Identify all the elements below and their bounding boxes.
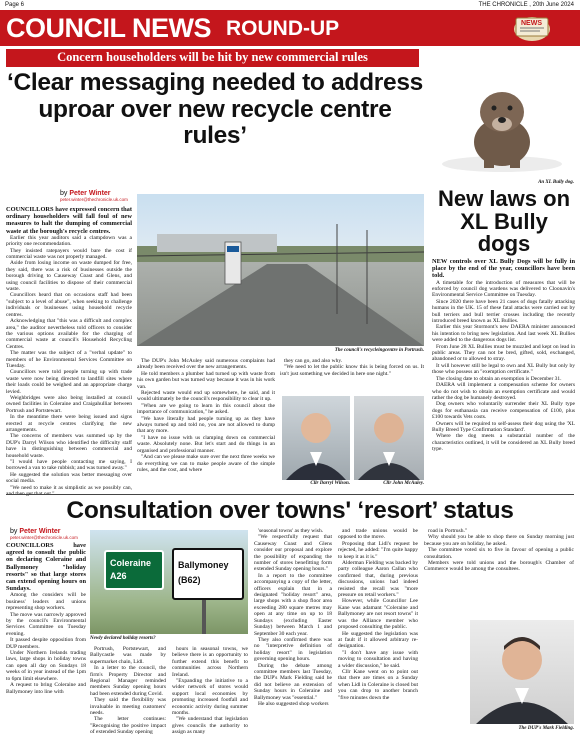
paragraph: "I would have people contacting me saying, I borrowed a van to take rubbish; and was turned away." [6,459,132,472]
paragraph: hours in seasonal towns, we believe there is an opportunity to further extend this benefit to communities across Northern Ireland. [172,646,248,678]
paragraph: Why should you be able to shop there on Sunday morning just because you are on holiday, he asked. [424,534,574,547]
story1-headline: ‘Clear messaging needed to address uproar over new recycle centre rules’ [7,69,423,149]
paragraph: In the meantime there were being issued and signs erected at recycle centres clarifying the new arrangements. [6,414,132,433]
paragraph: "We understand that legislation gives councils the authority to assign as many [172,716,248,736]
paragraph: DAERA will implement a compensation scheme for owners who do not wish to obtain an exemption certificate and would rather the dog be humanely destroyed. [432,382,575,401]
road-sign-photo [90,530,248,634]
paragraph: Dog owners who voluntarily surrender their XL Bully type dogs for euthanasia can receive compensation of £100, plus £100 towards Vets costs. [432,401,575,421]
paragraph: Rejected waste would end up somewhere, he said, and it would ultimately be the council's responsibility to clear it up. [137,390,275,403]
publication-dateline: THE CHRONICLE , 20th June 2024 [478,2,574,8]
paragraph: The letter continues: "Recognising the positive impact of extended Sunday opening [90,716,166,736]
paragraph: Owners will be required to self-assess their dog using the 'XL Bully Breed Type Confirmation Standard'. [432,420,575,433]
page-number: Page 6 [5,2,25,8]
byline-name: Peter Winter [19,528,61,535]
paragraph: Aside from losing income on waste dumped for free, they said, there was a risk of businesses outside the borough driving to Causeway Coast and Glens, and using council facilities to dispose of their commercial waste. [6,260,132,293]
paragraph: A request to bring Coleraine and Ballymoney into line with [6,682,86,695]
byline-prefix: by [60,190,68,197]
byline-name: Peter Winter [69,190,111,197]
paragraph: they can go, and also why. [284,358,343,364]
paragraph: Councillors were told people turning up with trade waste were now being directed to landfill sites where their loads could be weighed and an appropriate charge levied. [6,369,132,395]
recycling-centre-photo [137,194,424,346]
paragraph: The move was narrowly approved by the council's Environmental Services Committee on Tuesday evening. [6,611,86,637]
paragraph: "We need to let the public know this is being forced on us. It isn't just something we decided in here one night." [280,364,424,377]
paragraph: Acknowledging that "this was a difficult and complex area," the auditor nevertheless told officers to consider the various options available for the charging of commercial waste at council's Household Recycling Centres. [6,318,132,350]
mark-fielding-photo [470,620,574,724]
story3-col2 [90,646,166,734]
story3-col5 [338,528,418,734]
paragraph: "I have no issue with us clamping down on commercial waste. Absolutely none. But let's start and do things in an organised and professional manner. [137,434,275,454]
story3-byline [10,528,78,540]
paragraph: Weighbridges were also being installed at council owned facilities in Coleraine and Craigahulliar between Portrush and Portstewart. [6,394,132,414]
paragraph: They also confirmed there was no "interpretive definition of holiday resort" in legislation governing opening hours. [254,636,332,663]
paragraph: Earlier this year auditors said a clampdown was a priority one recommendation. [6,234,132,248]
sign-post [202,600,206,634]
paragraph: He suggested the legislation was at fault if it allowed arbitrary re-designation. [338,630,418,650]
cllr-wilson-caption: Cllr Darryl Wilson. [310,481,350,486]
paragraph: The closing date to obtain an exemption is December 31. [436,375,562,382]
paragraph: Under Northern Irelands trading laws, large shops in holiday towns can open all day on Sundays 18 weeks of in year instead of the 1pm to 6pm limit elsewhere. [6,650,86,682]
paragraph: During the debate among committee members last Tuesday, the DUP's Mark Fielding said he did not believe an extension of Sunday hours in Coleraine and Ballymoney was "essential." [254,662,332,701]
byline-email[interactable]: peter.winter@thechronicle.uk.com [10,535,78,540]
road-sign-lower [172,548,244,600]
cllr-mcauley-photo [354,396,424,480]
paragraph: "Expanding the initiative to a wider network of stores would support local economies by promoting increased footfall and economic activity during summer months. [172,678,248,717]
paragraph: He suggested the solution was better messaging over social media. [6,471,132,485]
paragraph: "When are we going to learn in this council about the importance of communication," he asked. [137,402,275,416]
sign-lower-text: Ballymoney (B62) [178,560,229,585]
paragraph: "I don't have any issue with moving to consultation and having a wider discussion," he said. [338,649,418,669]
paragraph: Cllr Kane went on to point out that there are times on a Sunday when Lidl in Coleraine is closed but you can drop to another branch "five minutes down the [338,668,418,701]
mark-fielding-caption: The DUP's Mark Fielding. [518,726,574,731]
section-banner [0,10,580,46]
paragraph: They insisted ratepayers would bare the cost if commercial waste was not properly managed. [6,247,132,261]
story3-col6 [424,528,574,618]
story2-lead: NEW controls over XL Bully Dogs will be fully in place by the end of the year, councillors have been told. [432,258,575,280]
paragraph: 'seasonal towns' as they wish. [258,528,324,534]
section-divider [6,494,574,495]
story3-headline: Consultation over towns' ‘resort’ status [66,497,514,524]
byline-prefix: by [10,528,18,535]
paragraph: "We respectfully request that Causeway Coast and Glens consider our proposal and explore the possibility of expanding the number of stores benefitting form extended Sunday opening hours." [254,534,332,573]
paragraph: Alderman Fielding was backed by party colleague Aaron Callan who confirmed that, during previous discussions, unions had indeed resisted the recall was "more pressure on retail workers." [338,560,418,599]
story1-byline [60,190,128,202]
story2-headline: New laws on XL Bully dogs [437,186,571,256]
paragraph: It passed despite opposition from DUP members. [6,637,86,650]
paragraph: In a report to the committee accompanying a copy of the letter, officers explain that in a designated "holiday resort" area, large shops with a shop floor area exceeding 280 square metres may open at any time on up to 18 Sundays (excluding Easter Sunday) between March 1 and September 30 each year. [254,572,332,637]
paragraph: In a letter to the council, the firm's Property Director and Regional Manager reminded members Sunday opening hours had been extended during Covid. [90,665,166,697]
story3-col4 [254,528,332,734]
recycling-photo-caption: The council's recycleingcentre in Portrush. [334,348,424,353]
paragraph: The DUP's John McAuley said numerous complaints had already been received over the new arrangements. [137,358,275,371]
paragraph: They said the flexibility was invaluable in meeting customers' needs. [90,697,166,717]
paragraph: A timetable for the introduction of measures that will be enforced by council dog wardens was delivered to Cloonavin's Environmental Service Committee on Tuesday. [432,279,575,299]
paragraph: Earlier this year Stormont's new DAERA minister announced his intention to bring new legislation. And last week XL Bullies were added to the dangerous dogs list. [432,324,575,344]
paragraph: The matter was the subject of a "verbal update" to members of he Environmental Services Committee on Tuesday. [6,350,132,369]
story1-col1 [6,206,132,491]
paragraph: Councillors heard that on occasions staff had been "subject to a level of abuse", when seeking to challenge individuals or businesses using household recycle centres. [6,292,132,318]
story3-col3 [172,646,248,734]
paragraph: "We have literally had people turning up as they have always turned up and told no, you are not allowed to dump that any more. [137,415,275,435]
story1-col2 [137,358,275,490]
paragraph: Where the dog meets a substantial number of the characteristics outlined, it will be considered an XL Bully breed type. [432,433,575,453]
news-badge-icon [510,12,554,44]
paragraph: road in Portrush." [428,528,468,534]
paragraph: "And can we please make sure over the next three weeks we do everything we can to make people aware of the simple rules, and the cost, and where [137,454,275,473]
xl-bully-dog-photo [432,72,574,178]
banner-title: COUNCIL NEWS [6,13,212,43]
paragraph: The committee voted six to five in favour of opening a public consultation. [424,547,574,560]
paragraph: The concerns of members was summed up by the DUP's Darryl Wilson who identified the difficulty staff have in distinguishing between commercial and household waste. [6,433,132,459]
cllr-mcauley-caption: Cllr John McAuley. [383,481,424,486]
paragraph: He told members a plumber had turned up with waste from his own garden but was turned way because it was in his work van. [137,370,275,390]
sign-upper-text: Coleraine A26 [110,558,152,581]
paragraph: It will however still be legal to own and XL Bully but only by those who possess an "exemption certificate." [432,362,575,376]
strap-text: Concern householders will be hit by new commercial rules [57,50,368,64]
paragraph: Since 2020 there have been 21 cases of dogs fatally attacking humans in the UK. 15 of these fatal attacks were carried out by bull terriers and bull terrier crosses including the recently introduced breed known as XL Bullies. [432,298,575,325]
paragraph: From June 28 XL Bullies must be muzzled and kept on lead in public areas. They can not be bred, gifted, sold, exchanged, abandoned or to allowed to stray. [432,343,575,363]
banner-subtitle: ROUND-UP [226,17,340,40]
news-badge-label: NEWS [521,20,542,27]
story3-lead: COUNCILLORS have agreed to consult the public on declaring Coleraine and Ballymoney "holiday resorts" so that large stores can extend opening hours on Sundays. [6,542,86,593]
paragraph: and trade unions would be opposed to the move. [338,528,418,541]
story3-col1 [6,542,86,734]
road-sign-upper [104,550,164,590]
paragraph: Portrush, Portstewart, and Ballycastle was made by supermarket chain, Lidl. [90,646,166,665]
cllr-wilson-photo [282,396,350,480]
road-sign-caption: Newly declared holiday resorts? [90,636,156,641]
paragraph: However, while Councillor Lee Kane was adamant "Coleraine and Ballymoney are not resort towns" it was the Alliance member who proposed consulting the public. [338,598,418,631]
paragraph: Proposing that Lidl's request be rejected, he added: "I'm quite happy to keep it as it is." [338,540,418,560]
paragraph: Among the considers will be business' leaders and unions representing shop workers. [6,592,86,612]
paragraph: He also suggested shop workers [258,700,329,707]
story1-lead: COUNCILLORS have expressed concern that ordinary householders will fall foul of new measures to halt the dumping of commercial waste at the borough's recycle centres. [6,206,132,235]
story1-col3 [280,358,424,392]
strap-bar [6,49,419,67]
paragraph: "We need to make it as simplistic as we possibly can, [10,484,132,491]
byline-email[interactable]: peter.winter@thechronicle.uk.com [60,197,128,202]
paragraph: Members were told unions and the borough's Chamber of Commerce would be among the consultees. [424,560,574,573]
dog-photo-caption: An XL Bully dog. [538,180,574,185]
story2-body [432,258,575,492]
